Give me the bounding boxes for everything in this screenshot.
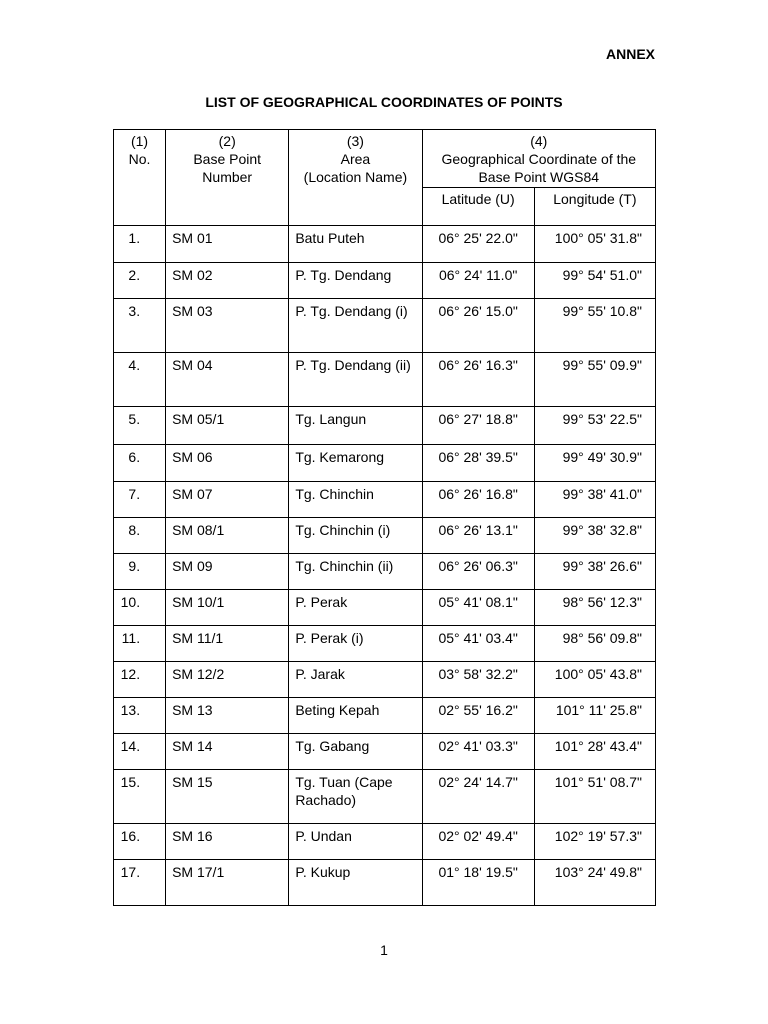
row-number: 6. xyxy=(114,445,166,482)
base-point-number: SM 15 xyxy=(166,770,289,824)
page-title: LIST OF GEOGRAPHICAL COORDINATES OF POINTS xyxy=(205,94,563,110)
table-row xyxy=(114,770,656,824)
area-name: Tg. Tuan (Cape Rachado) xyxy=(289,770,422,824)
longitude: 99° 53' 22.5" xyxy=(534,407,655,445)
latitude: 06° 26' 06.3" xyxy=(422,554,534,590)
area-name: Tg. Chinchin xyxy=(289,482,422,518)
longitude: 103° 24' 49.8" xyxy=(534,860,655,906)
row-number: 15. xyxy=(114,770,166,824)
header-area xyxy=(289,130,422,226)
latitude: 06° 28' 39.5" xyxy=(422,445,534,482)
header-base-point xyxy=(166,130,289,226)
header-area-label-1: Area xyxy=(340,151,371,167)
longitude: 99° 38' 32.8" xyxy=(534,518,655,554)
latitude: 02° 55' 16.2" xyxy=(422,698,534,734)
table-row xyxy=(114,482,656,518)
row-number: 16. xyxy=(114,824,166,860)
table-row xyxy=(114,698,656,734)
row-number: 4. xyxy=(114,353,166,407)
table-row xyxy=(114,590,656,626)
row-number: 10. xyxy=(114,590,166,626)
latitude: 06° 26' 13.1" xyxy=(422,518,534,554)
area-name: Tg. Gabang xyxy=(289,734,422,770)
table-row xyxy=(114,226,656,263)
table-row xyxy=(114,626,656,662)
row-number: 8. xyxy=(114,518,166,554)
header-coordinates-label-2: Base Point WGS84 xyxy=(478,169,600,185)
header-coordinates xyxy=(422,130,655,188)
header-no xyxy=(114,130,166,226)
longitude: 101° 51' 08.7" xyxy=(534,770,655,824)
latitude: 06° 26' 16.8" xyxy=(422,482,534,518)
area-name: P. Perak (i) xyxy=(289,626,422,662)
row-number: 12. xyxy=(114,662,166,698)
table-row xyxy=(114,353,656,407)
longitude: 99° 38' 26.6" xyxy=(534,554,655,590)
row-number: 1. xyxy=(114,226,166,263)
table-row xyxy=(114,263,656,299)
header-no-index: (1) xyxy=(130,133,149,149)
header-base-point-label-2: Number xyxy=(202,169,253,185)
table-row xyxy=(114,860,656,906)
row-number: 14. xyxy=(114,734,166,770)
row-number: 17. xyxy=(114,860,166,906)
area-name: Batu Puteh xyxy=(289,226,422,263)
table-row xyxy=(114,734,656,770)
longitude: 99° 38' 41.0" xyxy=(534,482,655,518)
base-point-number: SM 04 xyxy=(166,353,289,407)
base-point-number: SM 17/1 xyxy=(166,860,289,906)
area-name: P. Kukup xyxy=(289,860,422,906)
table-row xyxy=(114,445,656,482)
table-row xyxy=(114,662,656,698)
longitude: 102° 19' 57.3" xyxy=(534,824,655,860)
table-row xyxy=(114,518,656,554)
header-coordinates-index: (4) xyxy=(530,133,548,149)
latitude: 02° 41' 03.3" xyxy=(422,734,534,770)
header-area-label-2: (Location Name) xyxy=(303,169,408,185)
base-point-number: SM 05/1 xyxy=(166,407,289,445)
area-name: P. Tg. Dendang (ii) xyxy=(289,353,422,407)
header-area-index: (3) xyxy=(346,133,364,149)
header-coordinates-label-1: Geographical Coordinate of the xyxy=(441,151,637,167)
base-point-number: SM 11/1 xyxy=(166,626,289,662)
area-name: Beting Kepah xyxy=(289,698,422,734)
base-point-number: SM 01 xyxy=(166,226,289,263)
longitude: 98° 56' 12.3" xyxy=(534,590,655,626)
table-row xyxy=(114,299,656,353)
area-name: Tg. Langun xyxy=(289,407,422,445)
table-row xyxy=(114,824,656,860)
area-name: P. Tg. Dendang xyxy=(289,263,422,299)
area-name: P. Tg. Dendang (i) xyxy=(289,299,422,353)
base-point-number: SM 06 xyxy=(166,445,289,482)
table-row xyxy=(114,554,656,590)
latitude: 05° 41' 08.1" xyxy=(422,590,534,626)
base-point-number: SM 03 xyxy=(166,299,289,353)
latitude: 06° 24' 11.0" xyxy=(422,263,534,299)
latitude: 02° 24' 14.7" xyxy=(422,770,534,824)
row-number: 13. xyxy=(114,698,166,734)
row-number: 9. xyxy=(114,554,166,590)
base-point-number: SM 02 xyxy=(166,263,289,299)
header-no-label: No. xyxy=(128,151,151,167)
coordinates-table xyxy=(113,129,656,906)
base-point-number: SM 16 xyxy=(166,824,289,860)
base-point-number: SM 07 xyxy=(166,482,289,518)
base-point-number: SM 10/1 xyxy=(166,590,289,626)
header-latitude: Latitude (U) xyxy=(422,188,534,226)
row-number: 7. xyxy=(114,482,166,518)
latitude: 03° 58' 32.2" xyxy=(422,662,534,698)
page-number: 1 xyxy=(380,942,388,958)
area-name: Tg. Chinchin (i) xyxy=(289,518,422,554)
latitude: 05° 41' 03.4" xyxy=(422,626,534,662)
longitude: 100° 05' 31.8" xyxy=(534,226,655,263)
longitude: 98° 56' 09.8" xyxy=(534,626,655,662)
base-point-number: SM 08/1 xyxy=(166,518,289,554)
row-number: 2. xyxy=(114,263,166,299)
annex-label: ANNEX xyxy=(605,46,655,62)
header-base-point-label-1: Base Point xyxy=(193,151,262,167)
base-point-number: SM 09 xyxy=(166,554,289,590)
base-point-number: SM 14 xyxy=(166,734,289,770)
longitude: 99° 55' 09.9" xyxy=(534,353,655,407)
area-name: P. Undan xyxy=(289,824,422,860)
longitude: 99° 55' 10.8" xyxy=(534,299,655,353)
area-name: Tg. Kemarong xyxy=(289,445,422,482)
latitude: 01° 18' 19.5" xyxy=(422,860,534,906)
row-number: 11. xyxy=(114,626,166,662)
latitude: 02° 02' 49.4" xyxy=(422,824,534,860)
base-point-number: SM 12/2 xyxy=(166,662,289,698)
longitude: 99° 49' 30.9" xyxy=(534,445,655,482)
longitude: 100° 05' 43.8" xyxy=(534,662,655,698)
header-longitude: Longitude (T) xyxy=(534,188,655,226)
longitude: 99° 54' 51.0" xyxy=(534,263,655,299)
table-row xyxy=(114,407,656,445)
latitude: 06° 25' 22.0" xyxy=(422,226,534,263)
longitude: 101° 11' 25.8" xyxy=(534,698,655,734)
latitude: 06° 26' 16.3" xyxy=(422,353,534,407)
base-point-number: SM 13 xyxy=(166,698,289,734)
header-base-point-index: (2) xyxy=(218,133,236,149)
row-number: 3. xyxy=(114,299,166,353)
longitude: 101° 28' 43.4" xyxy=(534,734,655,770)
row-number: 5. xyxy=(114,407,166,445)
area-name: Tg. Chinchin (ii) xyxy=(289,554,422,590)
table-body xyxy=(114,226,656,906)
area-name: P. Perak xyxy=(289,590,422,626)
latitude: 06° 26' 15.0" xyxy=(422,299,534,353)
latitude: 06° 27' 18.8" xyxy=(422,407,534,445)
area-name: P. Jarak xyxy=(289,662,422,698)
